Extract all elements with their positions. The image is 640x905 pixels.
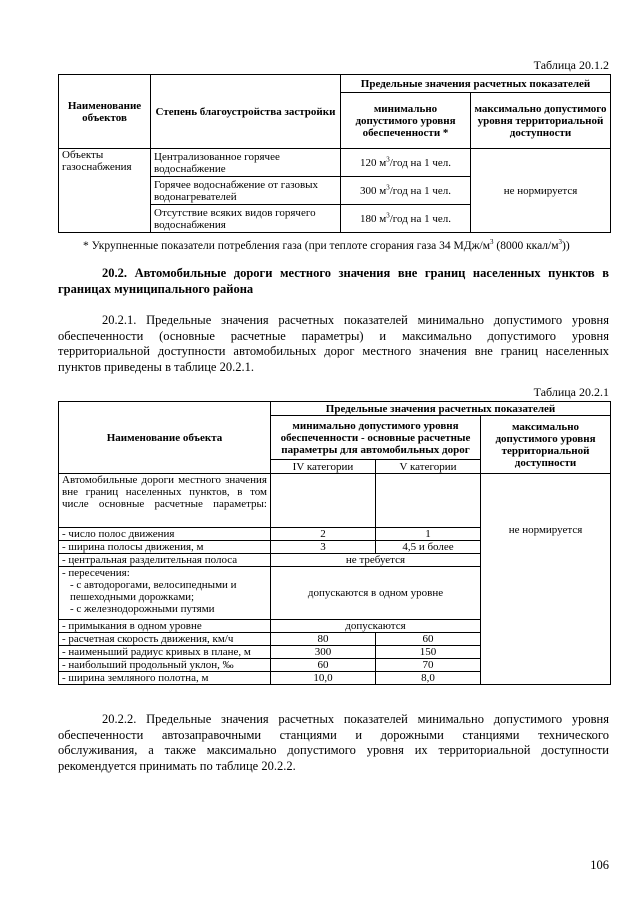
row-cross-label: - пересечения: (62, 567, 130, 579)
row-slope-v: 70 (376, 659, 481, 672)
table1-value-3: 180 $м^3$/год на 1 чел. (341, 205, 471, 233)
row-speed-v: 60 (376, 633, 481, 646)
table2-head-cat4: IV категории (271, 460, 376, 474)
row-junction-value: допускаются (271, 620, 481, 633)
table1-head-degree: Степень благоустройства застройки (151, 75, 341, 149)
row-lanes-label: - число полос движения (59, 528, 271, 541)
table1-degree-2: Горячее водоснабжение от газовых водонагревателей (151, 177, 341, 205)
row-cross-sub2: - с железнодорожными путями (70, 603, 215, 615)
table1-caption: Таблица 20.1.2 (533, 58, 609, 72)
table1-degree-3: Отсутствие всяких видов горячего водоснабжения (151, 205, 341, 233)
row-bed-iv: 10,0 (271, 672, 376, 685)
paragraph-20-2-2: 20.2.2. Предельные значения расчетных показателей минимально допустимого уровня обеспеченности автозаправочными станциями и дорожными станциями технического обслуживания, а также максимально допустимого уровня их территориальной доступности рекомендуется принимать по таблице 20.2.2. (58, 712, 609, 773)
paragraph-20-2-1: 20.2.1. Предельные значения расчетных показателей минимально допустимого уровня обеспеченности (основные расчетные параметры) и максимально допустимого уровня территориальной доступности автомобильных дорог местного значения вне границ населенных пунктов приведены в таблице 20.2.1. (58, 313, 609, 374)
section-heading: 20.2. Автомобильные дороги местного значения вне границ населенных пунктов в границах муниципального района (58, 266, 609, 296)
table2-head-object: Наименование объекта (59, 402, 271, 474)
table2-head-cat5: V категории (376, 460, 481, 474)
row-slope-iv: 60 (271, 659, 376, 672)
table2-head-min: минимально допустимого уровня обеспеченности - основные расчетные параметры для автомобильных дорог (271, 416, 481, 460)
table1-head-min: минимально допустимого уровня обеспеченности * (341, 93, 471, 149)
table2-max-value: не нормируется (481, 474, 611, 685)
row-speed-iv: 80 (271, 633, 376, 646)
table-20-1-2 (58, 74, 611, 233)
table1-head-group: Предельные значения расчетных показателей (341, 75, 611, 93)
row-cross-value: допускаются в одном уровне (271, 567, 481, 620)
table2-head-max: максимально допустимого уровня территориальной доступности (481, 416, 611, 474)
row-radius-v: 150 (376, 646, 481, 659)
row-junction-label: - примыкания в одном уровне (59, 620, 271, 633)
row-cross-sub1: - с автодорогами, велосипедными и пешеходными дорожками; (70, 579, 237, 603)
row-bed-label: - ширина земляного полотна, м (59, 672, 271, 685)
row-lanes-v: 1 (376, 528, 481, 541)
row-bed-v: 8,0 (376, 672, 481, 685)
row-slope-label: - наибольший продольный уклон, ‰ (59, 659, 271, 672)
row-radius-iv: 300 (271, 646, 376, 659)
table1-max-value: не нормируется (471, 149, 611, 233)
table-20-2-1 (58, 401, 611, 685)
table2-intro: Автомобильные дороги местного значения вне границ населенных пунктов, в том числе основные расчетные параметры: (62, 474, 267, 510)
page-number: 106 (590, 858, 609, 872)
table2-head-group: Предельные значения расчетных показателей (271, 402, 611, 416)
table1-object: Объекты газоснабжения (59, 149, 151, 233)
row-strip-value: не требуется (271, 554, 481, 567)
row-width-iv: 3 (271, 541, 376, 554)
table1-value-2: 300 $м^3$/год на 1 чел. (341, 177, 471, 205)
row-speed-label: - расчетная скорость движения, км/ч (59, 633, 271, 646)
table2-caption: Таблица 20.2.1 (533, 385, 609, 399)
row-width-v: 4,5 и более (376, 541, 481, 554)
row-strip-label: - центральная разделительная полоса (59, 554, 271, 567)
row-lanes-iv: 2 (271, 528, 376, 541)
row-radius-label: - наименьший радиус кривых в плане, м (59, 646, 271, 659)
table1-value-1: 120 $м^3$/год на 1 чел. (341, 149, 471, 177)
table1-head-max: максимально допустимого уровня территориальной доступности (471, 93, 611, 149)
row-width-label: - ширина полосы движения, м (59, 541, 271, 554)
row-crossings (59, 567, 271, 620)
table1-degree-1: Централизованное горячее водоснабжение (151, 149, 341, 177)
table1-head-objects: Наименование объектов (59, 75, 151, 149)
table1-footnote: * Укрупненные показатели потребления газа (при теплоте сгорания газа 34 МДж/$м^3$ (8000 ккал/$м^3$)) (83, 238, 570, 252)
